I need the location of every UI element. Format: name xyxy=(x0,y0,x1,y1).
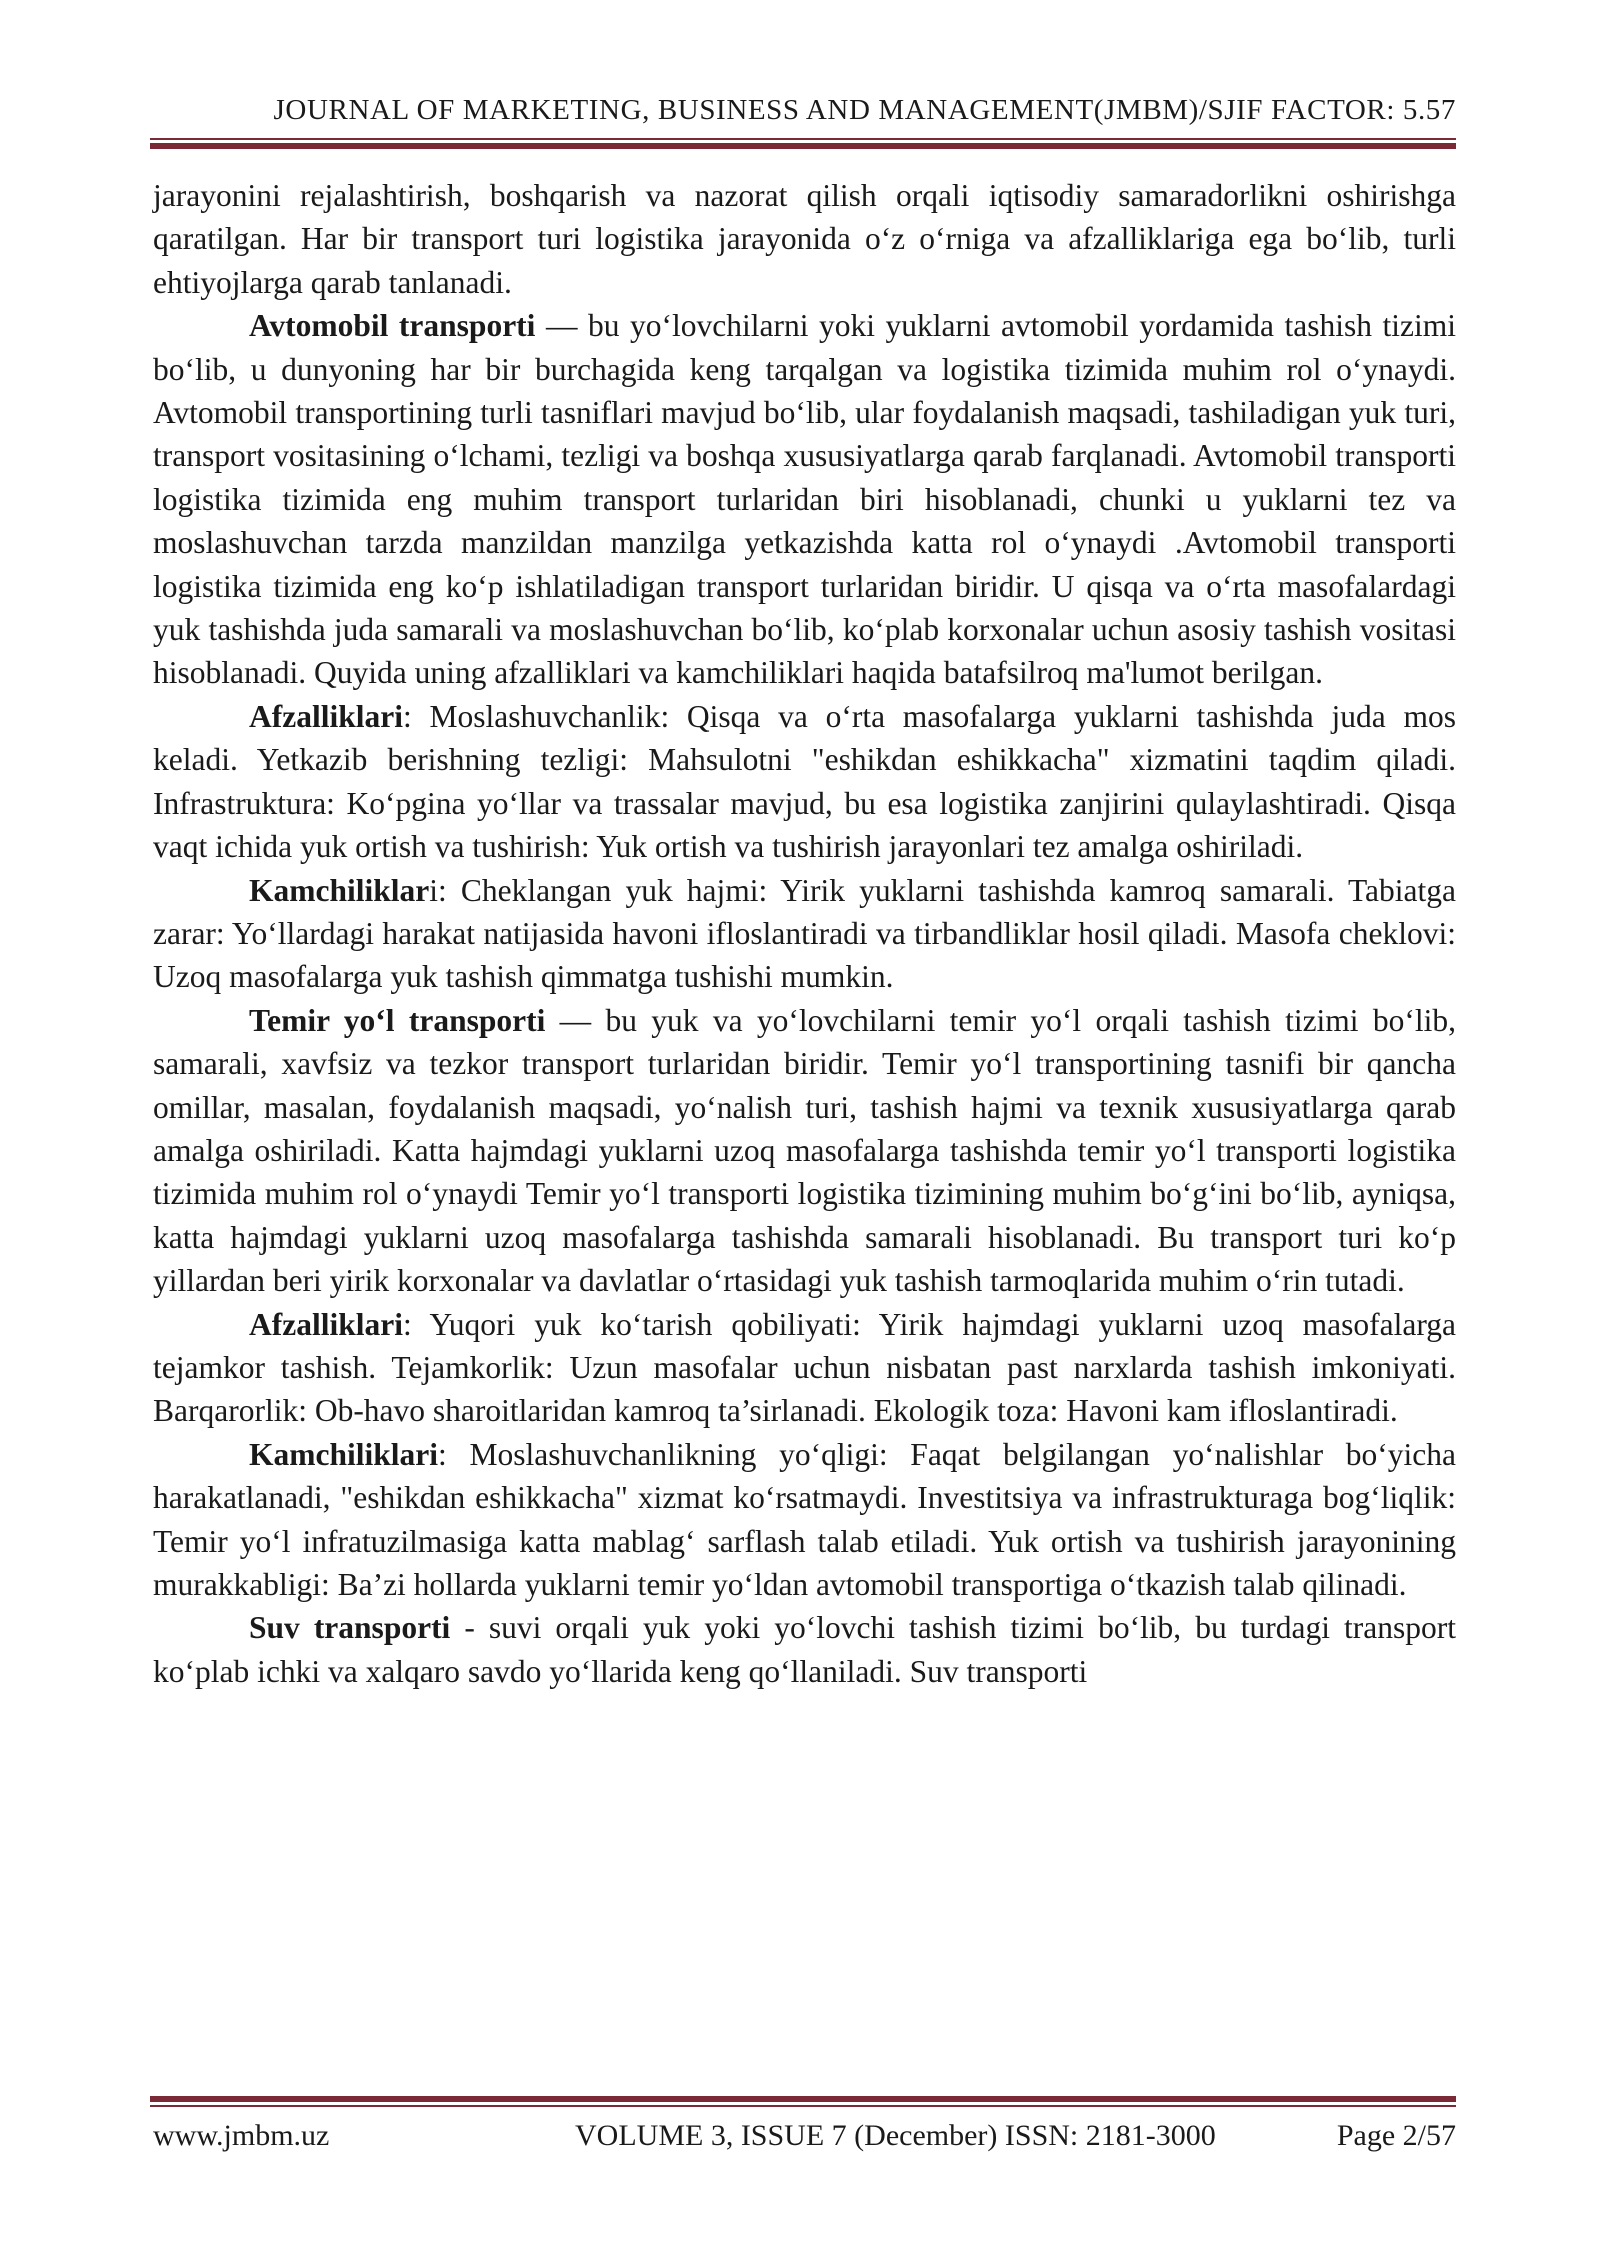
paragraph-water-transport: Suv transporti - suvi orqali yuk yoki yo‘lovchi tashish tizimi bo‘lib, bu turdagi transport ko‘plab ichki va xalqaro savdo yo‘llarida keng qo‘llaniladi. Suv transporti xyxy=(153,1610,1456,1689)
paragraph-road-transport: Avtomobil transporti — bu yo‘lovchilarni yoki yuklarni avtomobil yordamida tashish tizimi bo‘lib, u dunyoning har bir burchagida keng tarqalgan va logistika tizimida muhim rol o‘ynaydi. Avtomobil transportining turli tasniflari mavjud bo‘lib, ular foydalanish maqsadi, tashiladigan yuk turi, transport vositasining o‘lchami, tezligi va boshqa xususiyatlarga qarab farqlanadi. Avtomobil transporti logistika tizimida eng muhim transport turlaridan biri hisoblanadi, chunki u yuklarni tez va moslashuvchan tarzda manzildan manzilga yetkazishda katta rol o‘ynaydi .Avtomobil transporti logistika tizimida eng ko‘p ishlatiladigan transport turlaridan biridir. U qisqa va o‘rta masofalardagi yuk tashishda juda samarali va moslashuvchan bo‘lib, ko‘plab korxonalar uchun asosiy tashish vositasi hisoblanadi. Quyida uning afzalliklari va kamchiliklari haqida batafsilroq ma'lumot berilgan. xyxy=(153,308,1456,691)
paragraph-rail-disadvantages: Kamchiliklari: Moslashuvchanlikning yo‘qligi: Faqat belgilangan yo‘nalishlar bo‘yicha harakatlanadi, "eshikdan eshikkacha" xizmat ko‘rsatmaydi. Investitsiya va infrastrukturaga bog‘liqlik: Temir yo‘l infratuzilmasiga katta mablag‘ sarflash talab etiladi. Yuk ortish va tushirish jarayonining murakkabligi: Ba’zi hollarda yuklarni temir yo‘ldan avtomobil transportiga o‘tkazish talab qilinadi. xyxy=(153,1436,1456,1602)
article-body xyxy=(153,174,1456,1693)
term-rail-transport: Temir yo‘l transporti xyxy=(249,1002,546,1038)
term-advantages: Afzalliklari xyxy=(249,698,403,734)
term-road-transport: Avtomobil transporti xyxy=(249,308,536,344)
paragraph-road-disadvantages: Kamchiliklari: Cheklangan yuk hajmi: Yirik yuklarni tashishda kamroq samarali. Tabiatga zarar: Yo‘llardagi harakat natijasida havoni ifloslantiradi va tirbandliklar hosil qiladi. Masofa cheklovi: Uzoq masofalarga yuk tashish qimmatga tushishi mumkin. xyxy=(153,872,1456,995)
term-water-transport: Suv transporti xyxy=(249,1610,451,1646)
header-divider xyxy=(150,138,1456,149)
journal-header: JOURNAL OF MARKETING, BUSINESS AND MANAGEMENT(JMBM)/SJIF FACTOR: 5.57 xyxy=(273,94,1456,126)
term-disadvantages: Kamchiliklar xyxy=(249,872,430,908)
paragraph-rail-transport: Temir yo‘l transporti — bu yuk va yo‘lovchilarni temir yo‘l orqali tashish tizimi bo‘lib, samarali, xavfsiz va tezkor transport turlaridan biridir. Temir yo‘l transportining tasnifi bir qancha omillar, masalan, foydalanish maqsadi, yo‘nalish turi, tashish hajmi va texnik xususiyatlarga qarab amalga oshiriladi. Katta hajmdagi yuklarni uzoq masofalarga tashishda temir yo‘l transporti logistika tizimida muhim rol o‘ynaydi Temir yo‘l transporti logistika tizimining muhim bo‘g‘ini bo‘lib, ayniqsa, katta hajmdagi yuklarni uzoq masofalarga tashishda samarali hisoblanadi. Bu transport turi ko‘p yillardan beri yirik korxonalar va davlatlar o‘rtasidagi yuk tashish tarmoqlarida muhim o‘rin tutadi. xyxy=(153,1002,1456,1299)
footer-divider xyxy=(150,2096,1456,2107)
paragraph-road-advantages: Afzalliklari: Moslashuvchanlik: Qisqa va o‘rta masofalarga yuklarni tashishda juda mos keladi. Yetkazib berishning tezligi: Mahsulotni "eshikdan eshikkacha" xizmatini taqdim qiladi. Infrastruktura: Ko‘pgina yo‘llar va trassalar mavjud, bu esa logistika zanjirini qulaylashtiradi. Qisqa vaqt ichida yuk ortish va tushirish: Yuk ortish va tushirish jarayonlari tez amalga oshiriladi. xyxy=(153,698,1456,865)
footer-website[interactable]: www.jmbm.uz xyxy=(153,2119,330,2152)
footer-volume-info: VOLUME 3, ISSUE 7 (December) ISSN: 2181-3000 xyxy=(575,2119,1216,2152)
paragraph-rail-advantages: Afzalliklari: Yuqori yuk ko‘tarish qobiliyati: Yirik hajmdagi yuklarni uzoq masofalarga tejamkor tashish. Tejamkorlik: Uzun masofalar uchun nisbatan past narxlarda tashish imkoniyati. Barqarorlik: Ob-havo sharoitlaridan kamroq ta’sirlanadi. Ekologik toza: Havoni kam ifloslantiradi. xyxy=(153,1306,1456,1429)
term-advantages: Afzalliklari xyxy=(249,1306,403,1342)
footer-page-number: Page 2/57 xyxy=(1336,2119,1456,2152)
term-disadvantages: Kamchiliklari xyxy=(249,1436,438,1472)
paragraph-continuation: jarayonini rejalashtirish, boshqarish va nazorat qilish orqali iqtisodiy samaradorlikni oshirishga qaratilgan. Har bir transport turi logistika jarayonida o‘z o‘rniga va afzalliklariga ega bo‘lib, turli ehtiyojlarga qarab tanlanadi. xyxy=(153,178,1456,300)
